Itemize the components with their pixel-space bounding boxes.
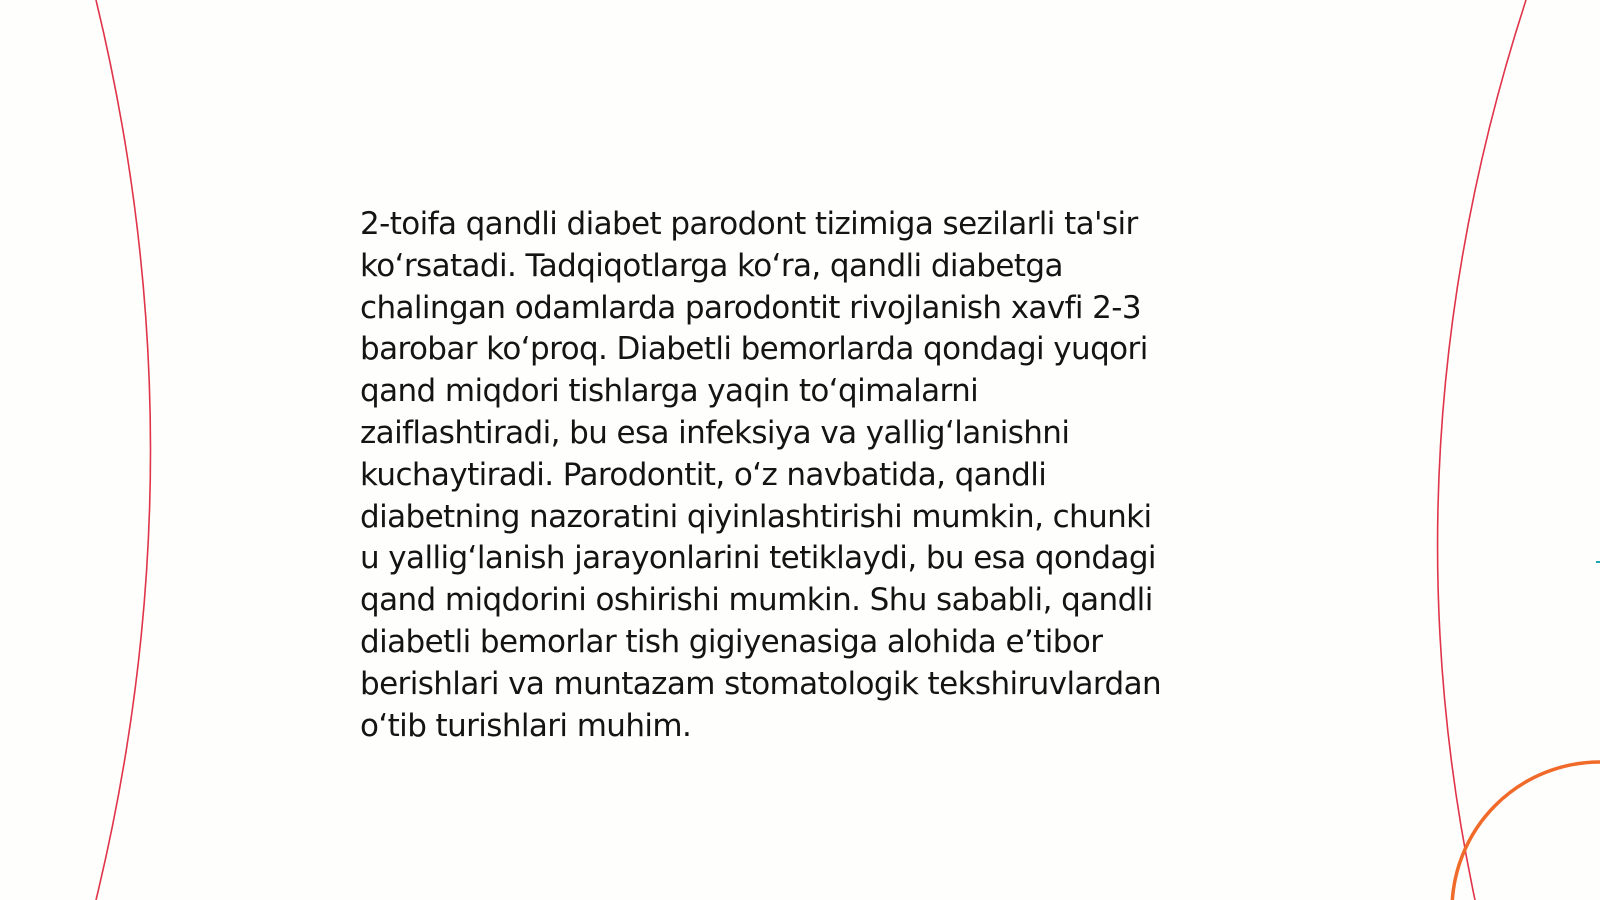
slide-body-text: 2-toifa qandli diabet parodont tizimiga sezilarli ta'sir ko‘rsatadi. Tadqiqotlarga ko‘ra, qandli diabetga chalingan odamlarda parodontit rivojlanish xavfi 2-3 barobar ko‘proq. Diabetli bemorlarda qondagi yuqori qand miqdori tishlarga yaqin to‘qimalarni zaiflashtiradi, bu esa infeksiya va yallig‘lanishni kuchaytiradi. Parodontit, o‘z navbatida, qandli diabetning nazoratini qiyinlashtirishi mumkin, chunki u yallig‘lanish jarayonlarini tetiklaydi, bu esa qondagi qand miqdorini oshirishi mumkin. Shu sababli, qandli diabetli bemorlar tish gigiyenasiga alohida e’tibor berishlari va muntazam stomatologik tekshiruvlardan o‘tib turishlari muhim.: [360, 206, 1162, 744]
right-curve-line: [1438, 0, 1526, 900]
left-curve-line: [96, 0, 151, 900]
orange-circle-arc: [1452, 762, 1600, 900]
